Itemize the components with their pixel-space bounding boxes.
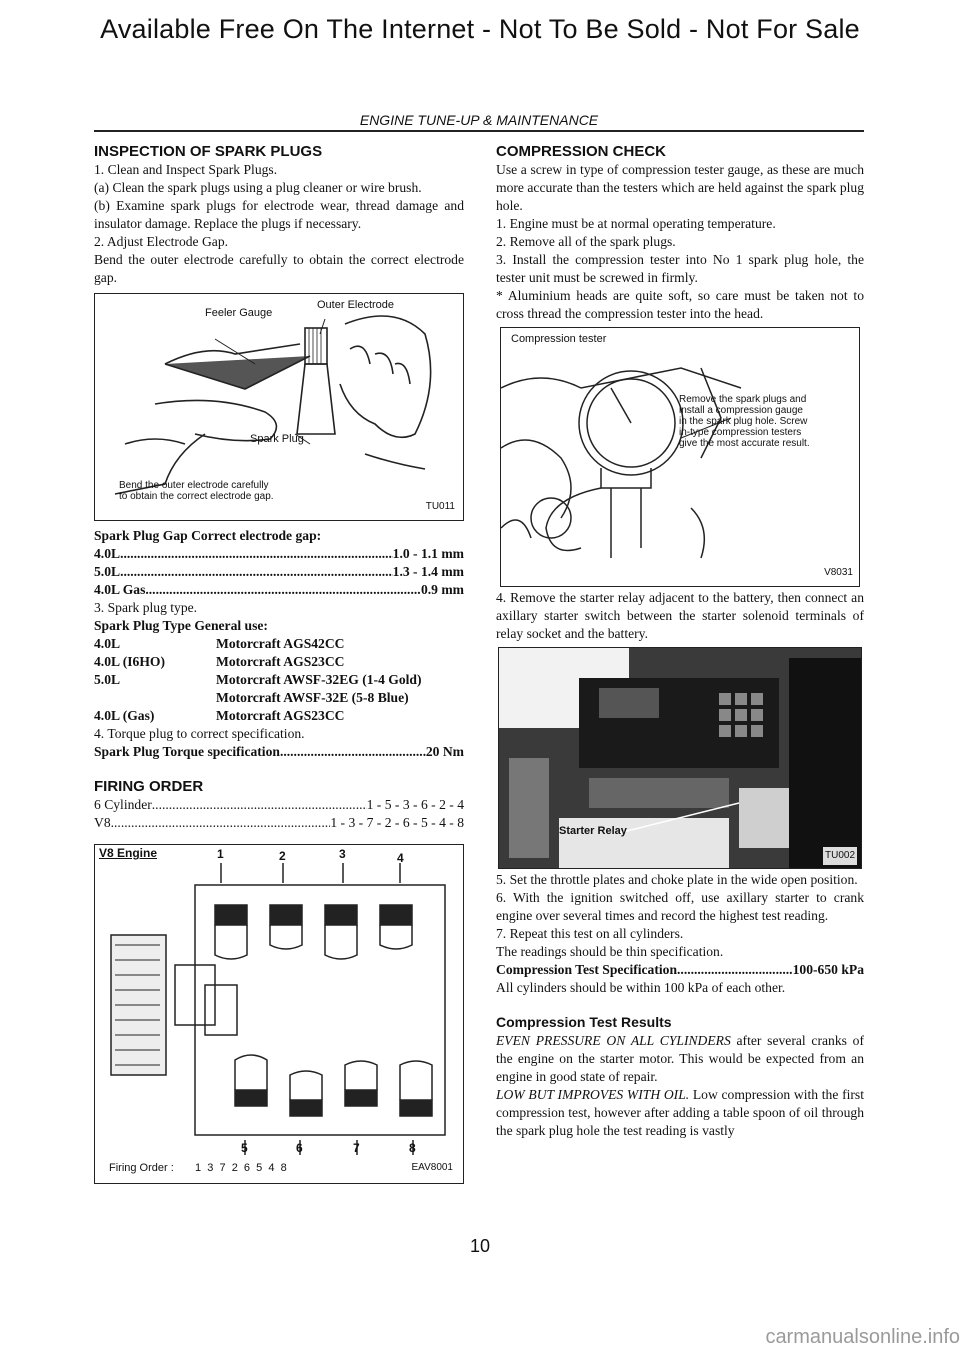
compression-intro: Use a screw in type of compression tester gauge, as these are much more accurate than the testers which are held against the spark plug hole. xyxy=(496,162,864,213)
spec-value: 100-650 kPa xyxy=(792,962,864,977)
inspection-step-b: (b) Examine spark plugs for electrode wear, thread damage and insulator damage. Replace the plugs if necessary. xyxy=(94,198,464,231)
result-even-pressure xyxy=(496,1032,864,1086)
engine-key: 4.0L (I6HO) xyxy=(94,654,165,669)
cyl-num-bottom: 5 xyxy=(241,1141,248,1155)
inspection-step-a: (a) Clean the spark plugs using a plug cleaner or wire brush. xyxy=(94,180,422,195)
compression-step-4: 4. Remove the starter relay adjacent to the battery, then connect an axillary starter switch between the starter solenoid terminals of relay socket and the battery. xyxy=(496,590,864,641)
result-term: LOW BUT IMPROVES WITH OIL. xyxy=(496,1087,690,1102)
inspection-step-1: 1. Clean and Inspect Spark Plugs. xyxy=(94,162,278,177)
firing-order-sequence: 1 3 7 2 6 5 4 8 xyxy=(195,1162,287,1174)
firing-value: 1 - 5 - 3 - 6 - 2 - 4 xyxy=(366,797,464,812)
plug-type-row xyxy=(94,671,464,689)
cyl-num-bottom: 8 xyxy=(409,1141,416,1155)
torque-row xyxy=(94,743,464,761)
compression-tester-illustration xyxy=(501,328,860,587)
plug-type-row xyxy=(94,653,464,671)
plug-model: Motorcraft AWSF-32E (5-8 Blue) xyxy=(216,690,409,705)
result-low-improves xyxy=(496,1086,864,1140)
left-column xyxy=(94,142,464,1184)
starter-relay-label: Starter Relay xyxy=(559,825,627,837)
gap-value: 1.3 - 1.4 mm xyxy=(392,564,464,579)
torque-key: Spark Plug Torque specification xyxy=(94,744,280,759)
v8-title: V8 Engine xyxy=(99,846,158,860)
fig1-code: TU011 xyxy=(425,501,455,512)
compression-step-3: 3. Install the compression tester into No 1 spark plug hole, the tester unit must be screwed in firmly. xyxy=(496,252,864,285)
cyl-num-top: 3 xyxy=(339,847,346,861)
feeler-gauge-figure xyxy=(94,293,464,521)
gap-row-4-0l xyxy=(94,545,464,563)
torque-value: 20 Nm xyxy=(425,744,464,759)
gap-title: Spark Plug Gap Correct electrode gap: xyxy=(94,528,322,543)
v8-engine-figure xyxy=(94,844,464,1184)
compression-step-2: 2. Remove all of the spark plugs. xyxy=(496,234,676,249)
gap-value: 0.9 mm xyxy=(420,582,464,597)
inspection-heading: INSPECTION OF SPARK PLUGS xyxy=(94,143,323,160)
plug-type-title: Spark Plug Type General use: xyxy=(94,618,268,633)
fig2-note-line: install a compression gauge xyxy=(679,405,803,416)
cyl-num-top: 1 xyxy=(217,847,224,861)
inspection-gap-text: Bend the outer electrode carefully to obtain the correct electrode gap. xyxy=(94,252,464,285)
result-term: EVEN PRESSURE ON ALL CYLINDERS xyxy=(496,1033,731,1048)
page-header: ENGINE TUNE-UP & MAINTENANCE xyxy=(359,112,599,128)
fig4-code: TU002 xyxy=(823,847,857,865)
fig2-note-line: in the spark plug hole. Screw xyxy=(679,416,808,427)
compression-warning: * Aluminium heads are quite soft, so care must be taken not to cross thread the compression tester into the head. xyxy=(496,288,864,321)
plug-model: Motorcraft AGS23CC xyxy=(216,708,345,723)
compression-step-6: 6. With the ignition switched off, use axillary starter to crank engine over several times and record the highest test reading. xyxy=(496,890,864,923)
plug-type-row xyxy=(94,635,464,653)
cyl-num-top: 2 xyxy=(279,849,286,863)
spec-key: Compression Test Specification xyxy=(496,962,678,977)
watermark: carmanualsonline.info xyxy=(765,1326,960,1348)
firing-key: 6 Cylinder xyxy=(94,797,152,812)
result-text: after several cranks of the engine on the starter motor. This would be expected from an engine in good state of repair. xyxy=(496,1033,864,1084)
fig2-note-line: in-type compression testers xyxy=(679,427,802,438)
engine-key: 4.0L (Gas) xyxy=(94,708,155,723)
gap-key: 5.0L xyxy=(94,564,121,579)
header-rule xyxy=(94,130,864,132)
gap-value: 1.0 - 1.1 mm xyxy=(392,546,464,561)
firing-row-6cyl xyxy=(94,796,464,814)
firing-order-heading: FIRING ORDER xyxy=(94,778,204,795)
engine-bay-photo xyxy=(499,648,862,869)
gap-row-5-0l xyxy=(94,563,464,581)
plug-type-row xyxy=(94,707,464,725)
banner: Available Free On The Internet - Not To Be Sold - Not For Sale xyxy=(100,14,860,44)
fig2-note-line: Remove the spark plugs and xyxy=(679,394,807,405)
fig3-code: EAV8001 xyxy=(411,1162,453,1173)
fig2-code: V8031 xyxy=(824,567,853,578)
results-heading: Compression Test Results xyxy=(496,1014,672,1030)
firing-row-v8 xyxy=(94,814,464,832)
cyl-num-top: 4 xyxy=(397,851,404,865)
gap-row-gas xyxy=(94,581,464,599)
gap-key: 4.0L xyxy=(94,546,121,561)
firing-key: V8 xyxy=(94,815,111,830)
result-text: Low compression with the first compression test, however after adding a table spoon of oil through the spark plug hole the test reading is vastly xyxy=(496,1087,864,1138)
cyl-num-bottom: 6 xyxy=(296,1141,303,1155)
v8-engine-diagram xyxy=(95,845,464,1184)
firing-value: 1 - 3 - 7 - 2 - 6 - 5 - 4 - 8 xyxy=(330,815,464,830)
fig2-note-line: give the most accurate result. xyxy=(679,438,810,449)
feeler-gauge-label: Feeler Gauge xyxy=(205,307,273,319)
compression-readings-note: The readings should be thin specification. xyxy=(496,944,724,959)
inspection-step-2: 2. Adjust Electrode Gap. xyxy=(94,234,229,249)
spark-plug-label: Spark Plug xyxy=(250,433,304,445)
engine-key xyxy=(94,689,216,707)
compression-step-7: 7. Repeat this test on all cylinders. xyxy=(496,926,684,941)
plug-model: Motorcraft AGS42CC xyxy=(216,636,345,651)
right-column xyxy=(496,142,864,1140)
plug-model: Motorcraft AWSF-32EG (1-4 Gold) xyxy=(216,672,422,687)
compression-spec-row xyxy=(496,961,864,979)
compression-step-5: 5. Set the throttle plates and choke plate in the wide open position. xyxy=(496,872,858,887)
fig1-caption-line2: to obtain the correct electrode gap. xyxy=(119,491,274,502)
outer-electrode-label: Outer Electrode xyxy=(317,299,395,311)
firing-order-label: Firing Order : xyxy=(109,1162,174,1174)
page-number: 10 xyxy=(469,1236,491,1256)
plug-model: Motorcraft AGS23CC xyxy=(216,654,345,669)
plug-type-step: 3. Spark plug type. xyxy=(94,600,198,615)
compression-tester-figure xyxy=(500,327,860,587)
compression-tester-label: Compression tester xyxy=(511,333,607,345)
compression-step-1: 1. Engine must be at normal operating temperature. xyxy=(496,216,776,231)
fig1-caption-line1: Bend the outer electrode carefully xyxy=(119,480,269,491)
engine-key: 5.0L xyxy=(94,672,121,687)
gap-key: 4.0L Gas xyxy=(94,582,146,597)
compression-heading: COMPRESSION CHECK xyxy=(496,143,667,160)
plug-type-row xyxy=(94,689,464,707)
torque-step: 4. Torque plug to correct specification. xyxy=(94,726,305,741)
engine-key: 4.0L xyxy=(94,636,121,651)
compression-within-note: All cylinders should be within 100 kPa of each other. xyxy=(496,980,786,995)
starter-relay-photo xyxy=(498,647,862,869)
cyl-num-bottom: 7 xyxy=(353,1141,360,1155)
